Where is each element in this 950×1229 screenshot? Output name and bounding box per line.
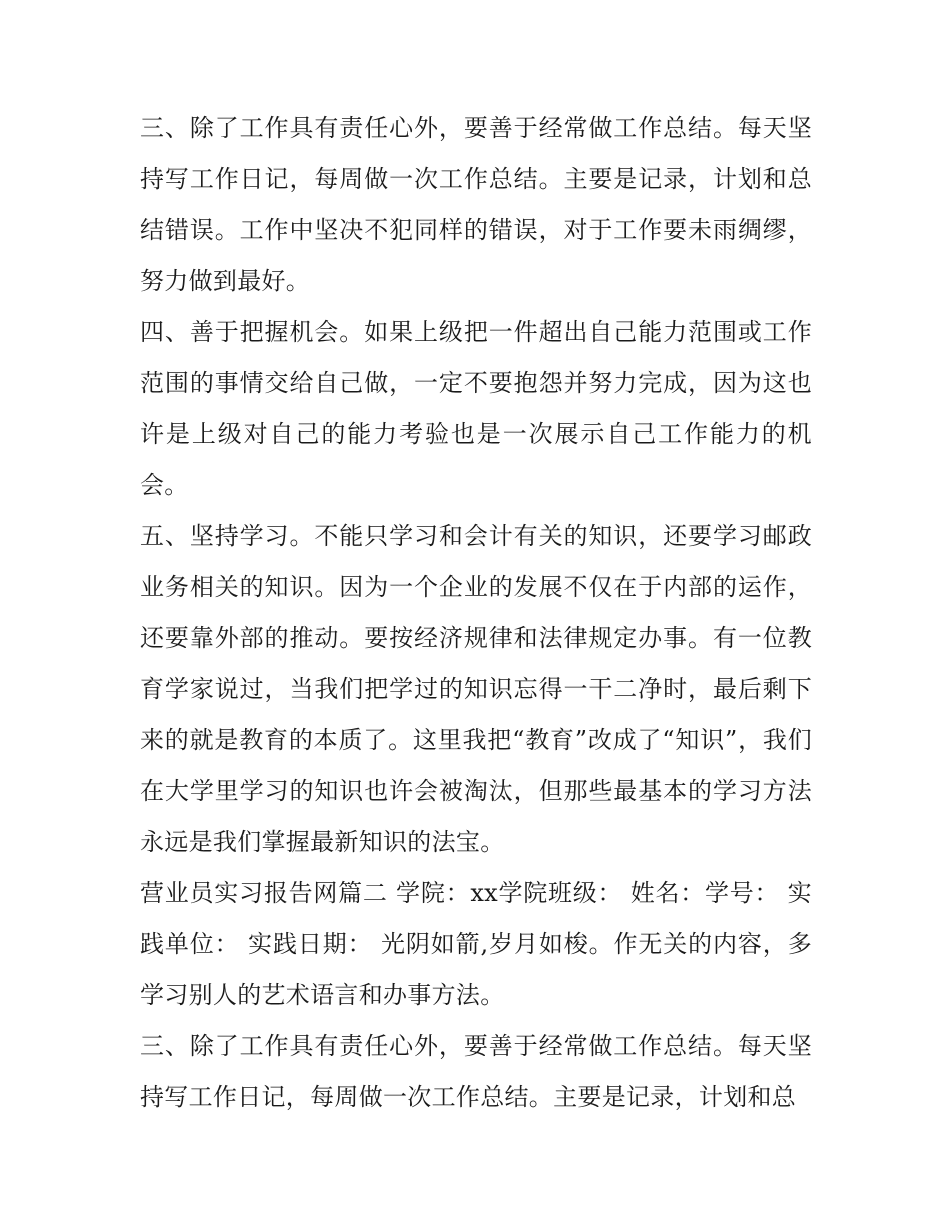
paragraph-opportunity: 四、善于把握机会。如果上级把一件超出自己能力范围或工作范围的事情交给自己做，一定不要抱怨并努力完成，因为这也许是上级对自己的能力考验也是一次展示自己工作能力的机会。 [140,318,812,499]
paragraph-learning: 五、坚持学习。不能只学习和会计有关的知识，还要学习邮政业务相关的知识。因为一个企业的发展不仅在于内部的运作，还要靠外部的推动。要按经济规律和法律规定办事。有一位教育学家说过，当我们把学过的知识忘得一干二净时，最后剩下来的就是教育的本质了。这里我把“教育”改成了“知识”，我们在大学里学习的知识也许会被淘汰，但那些最基本的学习方法永远是我们掌握最新知识的法宝。 [140,522,812,856]
paragraph-responsibility-repeat: 三、除了工作具有责任心外，要善于经常做工作总结。每天坚持写工作日记，每周做一次工作总结。主要是记录，计划和总 [140,1032,812,1111]
paragraph-responsibility: 三、除了工作具有责任心外，要善于经常做工作总结。每天坚持写工作日记，每周做一次工作总结。主要是记录，计划和总结错误。工作中坚决不犯同样的错误，对于工作要未雨绸缪，努力做到最好。 [140,114,812,295]
paragraph-report-header: 营业员实习报告网篇二 学院：xx学院班级： 姓名：学号： 实践单位： 实践日期： 光阴如箭,岁月如梭。作无关的内容，多学习别人的艺术语言和办事方法。 [140,879,812,1009]
document-body [140,103,812,1123]
